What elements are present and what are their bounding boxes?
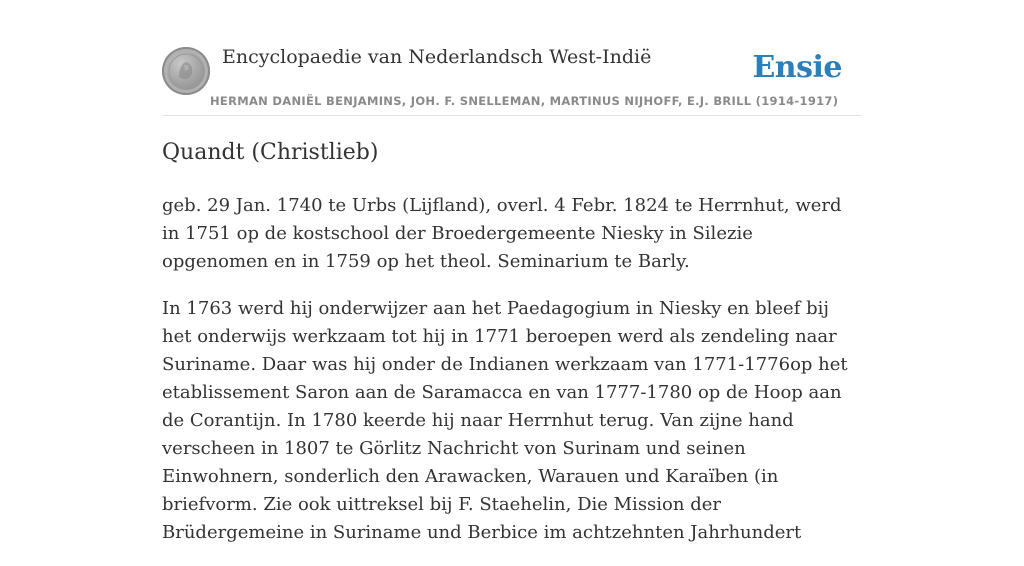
brand-logo[interactable]: Ensie <box>752 50 842 85</box>
coin-icon[interactable] <box>162 47 210 95</box>
site-header <box>162 40 862 116</box>
entry-title: Quandt (Christlieb) <box>162 140 379 165</box>
coin-emblem-icon <box>162 47 210 95</box>
entry-paragraph: In 1763 werd hij onderwijzer aan het Paedagogium in Niesky en bleef bij het onderwijs werkzaam tot hij in 1771 beroepen werd als zendeling naar Suriname. Daar was hij onder de Indianen werkzaam van 1771-1776op het etablissement Saron aan de Saramacca en van 1777-1780 op de Hoop aan de Corantijn. In 1780 keerde hij naar Herrnhut terug. Van zijne hand verscheen in 1807 te Görlitz Nachricht von Surinam und seinen Einwohnern, sonderlich den Arawacken, Warauen und Karaïben (in briefvorm. Zie ook uittreksel bij F. Staehelin, Die Mission der Brüdergemeine in Suriname und Berbice im achtzehnten Jahrhundert <box>162 298 848 543</box>
publication-title[interactable]: Encyclopaedie van Nederlandsch West-Indië <box>222 46 652 68</box>
publication-authors: HERMAN DANIËL BENJAMINS, JOH. F. SNELLEMAN, MARTINUS NIJHOFF, E.J. BRILL (1914-1917) <box>210 94 839 108</box>
entry-paragraph: geb. 29 Jan. 1740 te Urbs (Lijfland), overl. 4 Febr. 1824 te Herrnhut, werd in 1751 op de kostschool der Broedergemeente Niesky in Silezie opgenomen en in 1759 op het theol. Seminarium te Barly. <box>162 195 842 272</box>
entry-body <box>162 192 862 566</box>
